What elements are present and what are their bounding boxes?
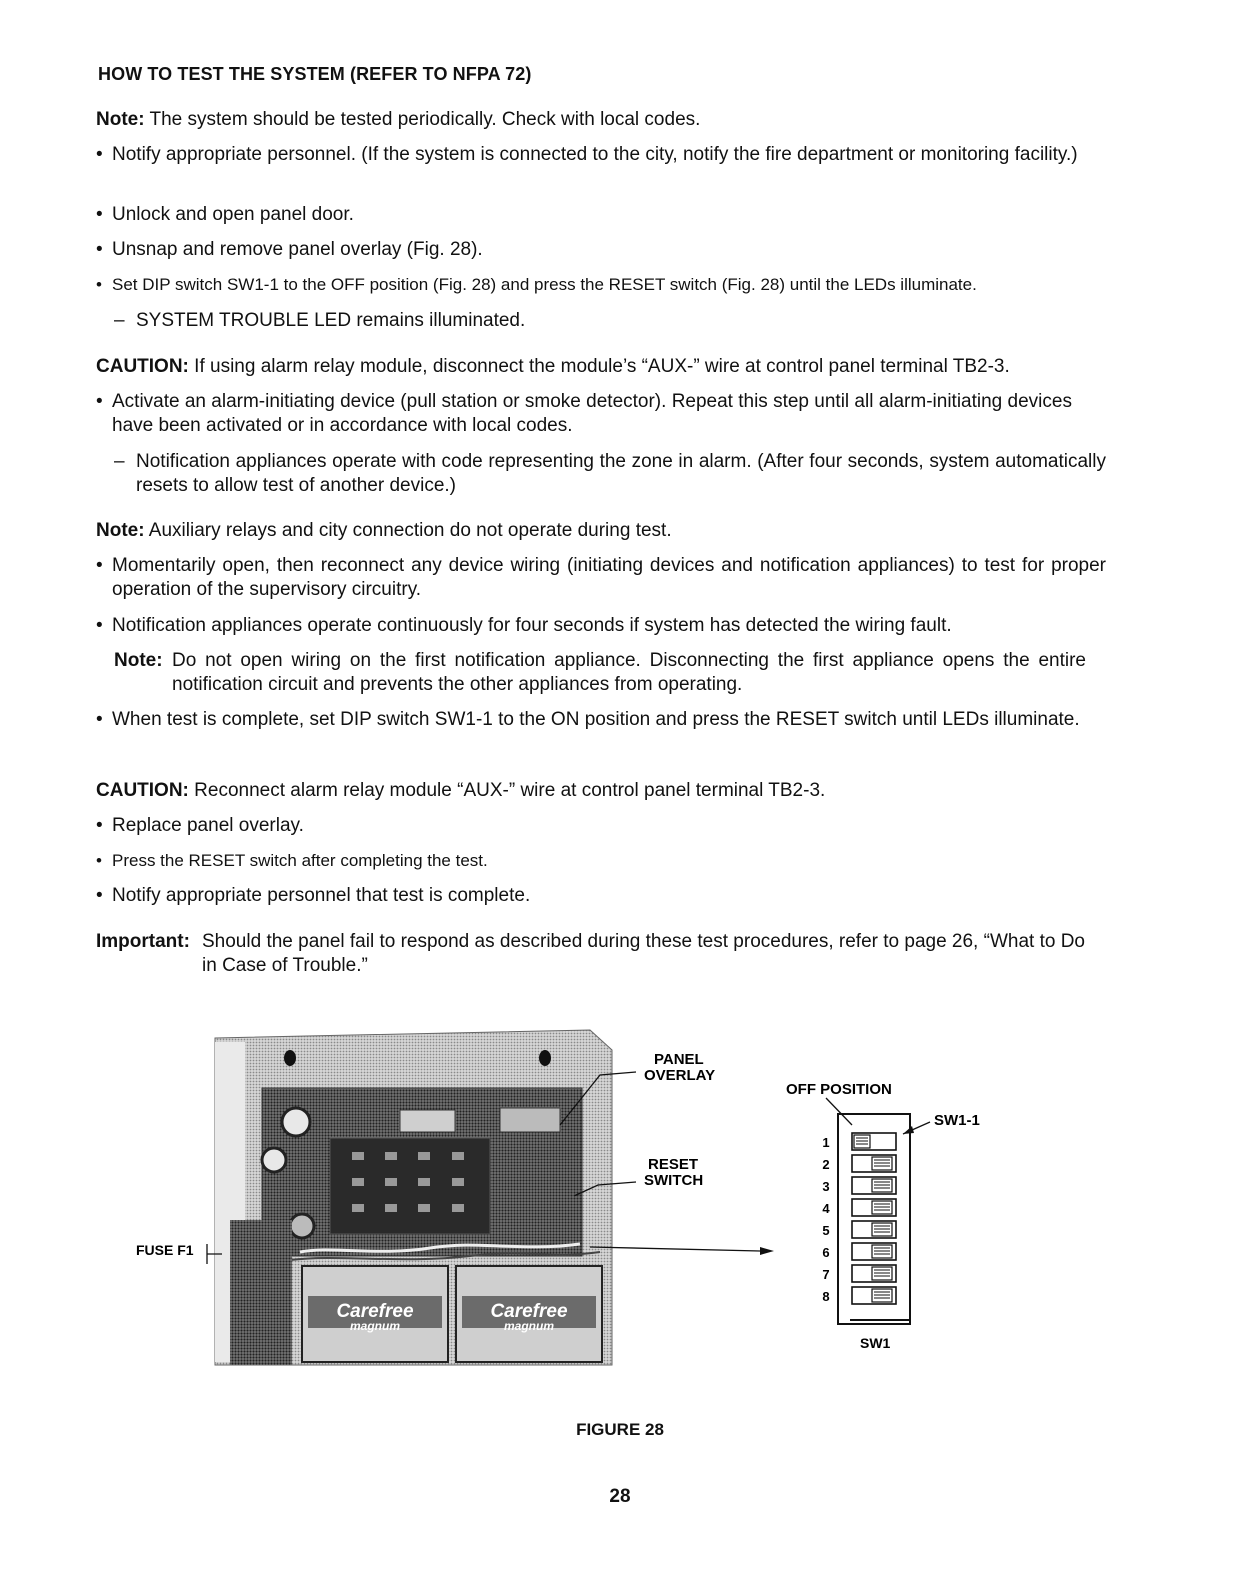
dip-switch-2-on (852, 1155, 896, 1172)
label-reset: RESET (648, 1156, 699, 1173)
note-periodic (96, 108, 1106, 132)
dip-switch-3-on (852, 1177, 896, 1194)
dip-switch-7-on (852, 1265, 896, 1282)
bullet-text: Press the RESET switch after completing the test. (112, 851, 488, 870)
battery-brand-right: Carefree (490, 1301, 568, 1322)
bullet-unsnap: • Unsnap and remove panel overlay (Fig. 28). (96, 239, 483, 260)
dip-switch-1-off (852, 1133, 896, 1150)
bullet-activate: • Activate an alarm-initiating device (pull station or smoke detector). Repeat this step until all alarm-initiating devices have been activated or in accordance with local codes. (96, 391, 1072, 436)
important-text: Should the panel fail to respond as described during these test procedures, refer to page 26, “What to Do in Case of Trouble.” (202, 931, 1085, 976)
bullet-text: Replace panel overlay. (112, 815, 304, 836)
note-text: Auxiliary relays and city connection do not operate during test. (148, 520, 672, 541)
bullet-text: Momentarily open, then reconnect any device wiring (initiating devices and notification appliances) to test for proper operation of the supervisory circuitry. (112, 555, 1106, 600)
bullet-text: Notification appliances operate continuously for four seconds if system has detected the wiring fault. (112, 615, 952, 636)
bullet-set-dip: • Set DIP switch SW1-1 to the OFF position (Fig. 28) and press the RESET switch (Fig. 28) until the LEDs illuminate. (96, 275, 977, 294)
label-fuse-f1: FUSE F1 (136, 1242, 194, 1258)
bullet-unlock: • Unlock and open panel door. (96, 204, 354, 225)
switch-number: 1 (822, 1135, 830, 1150)
bullet-test-complete: • When test is complete, set DIP switch SW1-1 to the ON position and press the RESET switch until LEDs illuminate. (96, 709, 1080, 730)
bullet-press-reset: • Press the RESET switch after completing the test. (96, 851, 488, 870)
caution-text: If using alarm relay module, disconnect the module’s “AUX-” wire at control panel terminal TB2-3. (194, 356, 1010, 377)
important-label: Important: (96, 931, 190, 952)
switch-number: 2 (822, 1157, 830, 1172)
bullet-text: Unlock and open panel door. (112, 204, 354, 225)
switch-number: 3 (822, 1179, 830, 1194)
dip-switch-4-on (852, 1199, 896, 1216)
switch-number: 6 (822, 1245, 830, 1260)
battery-sub-left: magnum (349, 1319, 401, 1333)
figure-caption: FIGURE 28 (576, 1420, 664, 1439)
bullet-text: Set DIP switch SW1-1 to the OFF position (Fig. 28) and press the RESET switch (Fig. 28) until the LEDs illuminate. (112, 275, 977, 294)
bullet-text: When test is complete, set DIP switch SW1-1 to the ON position and press the RESET switch until LEDs illuminate. (112, 709, 1080, 730)
caution-disconnect (96, 355, 1106, 379)
dip-switch-leader (590, 1247, 760, 1251)
bullet-momentarily: • Momentarily open, then reconnect any device wiring (initiating devices and notification appliances) to test for proper operation of the supervisory circuitry. (96, 555, 1106, 600)
section-heading: HOW TO TEST THE SYSTEM (REFER TO NFPA 72) (98, 64, 532, 84)
label-panel: PANEL (654, 1051, 704, 1068)
caution-label: CAUTION: (96, 780, 189, 801)
switch-number: 5 (822, 1223, 830, 1238)
note-text: The system should be tested periodically. Check with local codes. (149, 109, 701, 130)
dip-switches (852, 1133, 896, 1304)
dip-switch-5-on (852, 1221, 896, 1238)
sub-notification-code: – Notification appliances operate with code representing the zone in alarm. (After four seconds, system automatically resets to allow test of another device.) (114, 451, 1106, 496)
caution-label: CAUTION: (96, 356, 189, 377)
battery-brand-left: Carefree (336, 1301, 414, 1322)
important-note (96, 930, 1106, 978)
page-number: 28 (609, 1486, 631, 1507)
dip-switch-6-on (852, 1243, 896, 1260)
sub-text: SYSTEM TROUBLE LED remains illuminated. (136, 310, 526, 331)
caution-text: Reconnect alarm relay module “AUX-” wire at control panel terminal TB2-3. (194, 780, 826, 801)
switch-number: 7 (822, 1267, 830, 1282)
note-label: Note: (114, 650, 163, 671)
label-switch: SWITCH (644, 1172, 704, 1189)
bullet-text: Notify appropriate personnel that test is complete. (112, 885, 531, 906)
bullet-wiring-fault: • Notification appliances operate continuously for four seconds if system has detected the wiring fault. (96, 615, 952, 636)
sub-system-trouble: – SYSTEM TROUBLE LED remains illuminated. (114, 310, 526, 331)
note-text: Do not open wiring on the first notification appliance. Disconnecting the first appliance opens the entire notification circuit and prevents the other appliances from operating. (172, 650, 1086, 695)
bullet-notify: • Notify appropriate personnel. (If the system is connected to the city, notify the fire department or monitoring facility.) (96, 144, 1078, 165)
bullet-text: Notify appropriate personnel. (If the system is connected to the city, notify the fire department or monitoring facility.) (112, 144, 1078, 165)
bullet-replace-overlay: • Replace panel overlay. (96, 815, 304, 836)
sub-text: Notification appliances operate with code representing the zone in alarm. (After four seconds, system automatically resets to allow test of another device.) (136, 451, 1106, 496)
note-do-not-open (114, 649, 1106, 697)
bullet-text: Activate an alarm-initiating device (pull station or smoke detector). Repeat this step until all alarm-initiating devices have been activated or in accordance with local codes. (112, 391, 1072, 436)
battery-sub-right: magnum (503, 1319, 555, 1333)
note-label: Note: (96, 520, 145, 541)
dip-switch-8-on (852, 1287, 896, 1304)
label-sw1: SW1 (860, 1335, 891, 1351)
caution-reconnect (96, 779, 1106, 803)
dip-switch-numbers (822, 1135, 830, 1304)
label-sw1-1: SW1-1 (934, 1112, 980, 1129)
switch-number: 8 (822, 1289, 830, 1304)
label-off-position: OFF POSITION (786, 1081, 892, 1098)
switch-number: 4 (822, 1201, 830, 1216)
label-overlay: OVERLAY (644, 1067, 716, 1084)
bullet-text: Unsnap and remove panel overlay (Fig. 28). (112, 239, 483, 260)
bullet-notify-complete: • Notify appropriate personnel that test is complete. (96, 885, 531, 906)
note-label: Note: (96, 109, 145, 130)
note-auxiliary (96, 519, 1106, 543)
figure-28-illustration (0, 1020, 1240, 1420)
